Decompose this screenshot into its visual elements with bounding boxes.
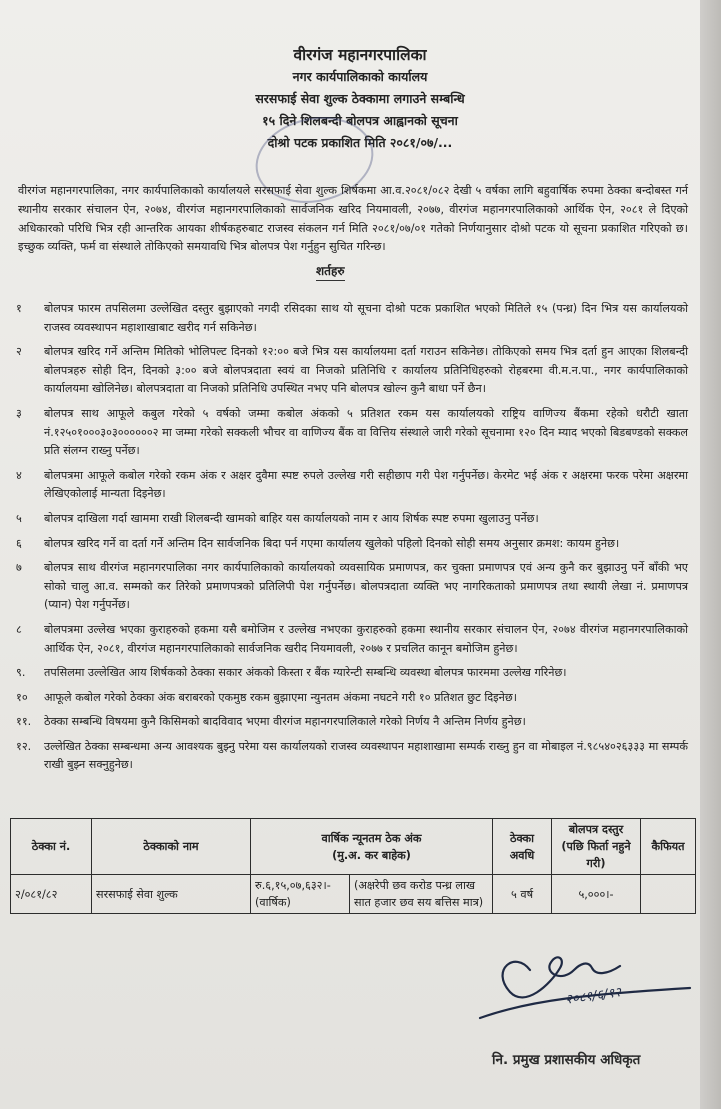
condition-item <box>14 300 688 337</box>
col-header-contract-no: ठेक्का नं. <box>11 819 92 875</box>
publish-date: दोश्रो पटक प्रकाशित मिति २०८१/०७/... <box>267 135 453 150</box>
col-header-min-amount <box>251 819 493 875</box>
conditions-title: शर्तहरु <box>316 262 345 281</box>
condition-number: ८ <box>16 622 22 636</box>
condition-item <box>14 510 688 529</box>
condition-item <box>14 559 688 615</box>
cell-amount <box>251 875 350 914</box>
notice-type: १५ दिने शिलबन्दी बोलपत्र आह्वानको सूचना <box>262 113 458 128</box>
amount-figure: रु.६,१५,०७,६३२।- <box>255 879 331 892</box>
condition-number: १० <box>16 690 28 704</box>
condition-number: ७ <box>16 561 22 575</box>
condition-number: ११. <box>16 715 32 729</box>
condition-text: उल्लेखित ठेक्का सम्बन्धमा अन्य आवश्यक बुझ्नु परेमा यस कार्यालयको राजस्व व्यवस्थापन महाशाखामा सम्पर्क राख्नु हुन वा मोबाइल नं.९८५४०२६३३३ मा सम्पर्क राखी बुझ्न सक्नुहुनेछ। <box>44 739 688 772</box>
condition-number: ६ <box>16 536 22 550</box>
min-amount-sublabel: (मु.अ. कर बाहेक) <box>332 848 411 862</box>
cell-contract-name: सरसफाई सेवा शुल्क <box>92 875 251 914</box>
col-header-contract-name: ठेक्काको नाम <box>92 819 251 875</box>
condition-text: बोलपत्रमा आफूले कबोल गरेको रकम अंक र अक्षर दुवैमा स्पष्ट रुपले उल्लेख गरी सहीछाप गरी पेश गर्नुपर्नेछ। केरमेट भई अंक र अक्षरमा फरक परेमा अक्षरमा लेखिएकोलाई मान्यता दिइनेछ। <box>44 468 688 501</box>
amount-note: (वार्षिक) <box>255 896 291 909</box>
cell-period: ५ वर्ष <box>493 875 552 914</box>
office-name: नगर कार्यपालिकाको कार्यालय <box>292 69 428 84</box>
notice-subject: सरसफाई सेवा शुल्क ठेक्कामा लगाउने सम्बन्धि <box>255 91 465 106</box>
condition-text: बोलपत्रमा उल्लेख भएका कुराहरुको हकमा यसै बमोजिम र उल्लेख नभएका कुराहरुको हकमा स्थानीय सरकार संचालन ऐन, २०७४ वीरगंज महानगरपालिकाको आर्थिक ऐन, २०८१, वीरगंज महानगरपालिकाको सार्वजनिक खरीद नियमावली, २०७७ र प्रचलित कानून बमोजिम हुनेछ। <box>44 622 688 655</box>
condition-text: आफूले कबोल गरेको ठेक्का अंक बराबरको एकमुष्ठ रकम बुझाएमा न्युनतम अंकमा नघटने गरी १० प्रतिशत छुट दिइनेछ। <box>44 690 517 704</box>
col-header-period: ठेक्का अवधि <box>493 819 552 875</box>
condition-number: ९. <box>16 666 26 680</box>
fee-sublabel: (पछि फिर्ता नहुने गरी) <box>561 840 631 870</box>
condition-text: बोलपत्र साथ आफूले कबुल गरेको ५ वर्षको जम्मा कबोल अंकको ५ प्रतिशत रकम यस कार्यालयको राष्ट्रिय वाणिज्य बैंकमा रहेको धरौटी खाता नं.१२५०१०००३०३००००००२ मा जम्मा गरेको सक्कली भौचर वा वाणिज्य बैंक वा वित्तिय संस्थाले जारी गरेको सूचनामा १२० दिन म्याद भएको बिडबण्डको सक्कल प्रति संलग्न राख्नु पर्नेछ। <box>44 406 688 458</box>
condition-item <box>14 535 688 554</box>
col-header-remarks: कैफियत <box>641 819 696 875</box>
condition-text: बोलपत्र फारम तपसिलमा उल्लेखित दस्तुर बुझाएको नगदी रसिदका साथ यो सूचना दोश्रो पटक प्रकाशित भएको मितिले १५ (पन्ध्र) दिन भित्र यस कार्यालयको राजस्व व्यवस्थापन महाशाखाबाट खरीद गर्न सकिनेछ। <box>44 302 688 334</box>
condition-item <box>14 664 688 683</box>
table-row <box>11 875 696 914</box>
condition-number: ४ <box>16 468 22 482</box>
condition-number: १२. <box>16 739 32 753</box>
condition-text: तपसिलमा उल्लेखित आय शिर्षकको ठेक्का सकार अंकको किस्ता र बैंक ग्यारेन्टी सम्बन्धि व्यवस्था बोलपत्र फारममा उल्लेख गरिनेछ। <box>44 666 567 680</box>
signature-date: २०८१/६/१२ <box>564 985 623 1008</box>
tender-table <box>10 818 696 914</box>
cell-amount-words: (अक्षरेपी छव करोड पन्ध्र लाख सात हजार छव सय बत्तिस मात्र) <box>350 875 493 914</box>
condition-item <box>14 713 688 732</box>
cell-contract-no: २/०८१/८२ <box>11 875 92 914</box>
cell-remarks <box>641 875 696 914</box>
condition-item <box>14 738 688 775</box>
conditions-list <box>14 300 688 781</box>
condition-item <box>14 467 688 504</box>
intro-paragraph: वीरगंज महानगरपालिका, नगर कार्यपालिकाको कार्यालयले सरसफाई सेवा शुल्क शिर्षकमा आ.व.२०८१/०८२ देखी ५ वर्षका लागि बहुवार्षिक रुपमा ठेक्का बन्दोबस्त गर्न स्थानीय सरकार संचालन ऐन, २०७४, वीरगंज महानगरपालिकाको सार्वजनिक खरिद नियमावली, २०७७, वीरगंज महानगरपालिकाको आर्थिक ऐन, २०८१ ले दिएको अधिकारको परिधि भित्र रही आन्तरिक आयका शीर्षकहरुबाट राजस्व संकलन गर्न मिति २०८१/०७/०१ गतेको निर्णयानुसार दोश्रो पटक यो सूचना प्रकाशित गरिएको छ। इच्छुक व्यक्ति, फर्म वा संस्थाले तोकिएको समयावधि भित्र बोलपत्र पेश गर्नुहुन सुचित गरिन्छ। <box>18 184 688 254</box>
condition-text: बोलपत्र दाखिला गर्दा खाममा राखी शिलबन्दी खामको बाहिर यस कार्यालयको नाम र आय शिर्षक स्पष्ट रुपमा खुलाउनु पर्नेछ। <box>44 511 539 525</box>
page-edge <box>700 0 721 1109</box>
condition-text: बोलपत्र खरिद गर्ने अन्तिम मितिको भोलिपल्ट दिनको १२:०० बजे भित्र यस कार्यालयमा दर्ता गराउन सकिनेछ। तोकिएको समय भित्र दर्ता हुन आएका शिलबन्दी बोलपत्रहरु सोही दिन, दिनको ३:०० बजे बोलपत्रदाता स्वयं वा निजको प्रतिनिधि र कार्यालय प्रतिनिधिहरुको रोहबरमा वी.म.न.पा., नगर कार्यपालिकाको कार्यालयमा खोलिनेछ। बोलपत्रदाता वा निजको प्रतिनिधि उपस्थित नभए पनि बोलपत्र खोल्न कुनै बाधा पर्ने छैन। <box>44 345 688 396</box>
condition-text: बोलपत्र खरिद गर्ने वा दर्ता गर्ने अन्तिम दिन सार्वजनिक बिदा पर्न गएमा कार्यालय खुलेको पहिलो दिनको सोही समय अनुसार क्रमश: कायम हुनेछ। <box>44 536 620 550</box>
cell-fee: ५,०००।- <box>552 875 641 914</box>
condition-item <box>14 621 688 658</box>
condition-number: २ <box>16 345 22 359</box>
condition-text: बोलपत्र साथ वीरगंज महानगरपालिका नगर कार्यपालिकाको कार्यालयको व्यवसायिक प्रमाणपत्र, कर चुक्ता प्रमाणपत्र एवं अन्य कुनै कर बुझाउनु पर्ने बाँकी भए सोको चालु आ.व. सम्मको कर तिरेको प्रमाणपत्रको प्रतिलिपी पेश गर्नुपर्नेछ। बोलपत्रदाता व्यक्ति भए नागरिकताको प्रमाणपत्र तथा स्थायी लेखा नं. प्रमाणपत्र (प्यान) पेश गर्नुपर्नेछ। <box>44 561 688 612</box>
signature-icon <box>470 930 700 1030</box>
table-header-row <box>11 819 696 875</box>
condition-item <box>14 405 688 461</box>
min-amount-label: वार्षिक न्यूनतम ठेक अंक <box>321 831 422 845</box>
condition-item <box>14 343 688 399</box>
fee-label: बोलपत्र दस्तुर <box>568 823 624 836</box>
condition-text: ठेक्का सम्बन्धि विषयमा कुनै किसिमको बादविवाद भएमा वीरगंज महानगरपालिकाले गरेको निर्णय नै अन्तिम निर्णय हुनेछ। <box>44 715 526 729</box>
condition-number: १ <box>16 302 22 315</box>
signature-block <box>470 930 700 1030</box>
condition-number: ५ <box>16 511 22 525</box>
footer-signatory: नि. प्रमुख प्रशासकीय अधिकृत <box>492 1052 641 1068</box>
condition-item <box>14 689 688 708</box>
municipality-name: वीरगंज महानगरपालिका <box>293 46 427 64</box>
condition-number: ३ <box>16 406 22 420</box>
col-header-fee <box>552 819 641 875</box>
